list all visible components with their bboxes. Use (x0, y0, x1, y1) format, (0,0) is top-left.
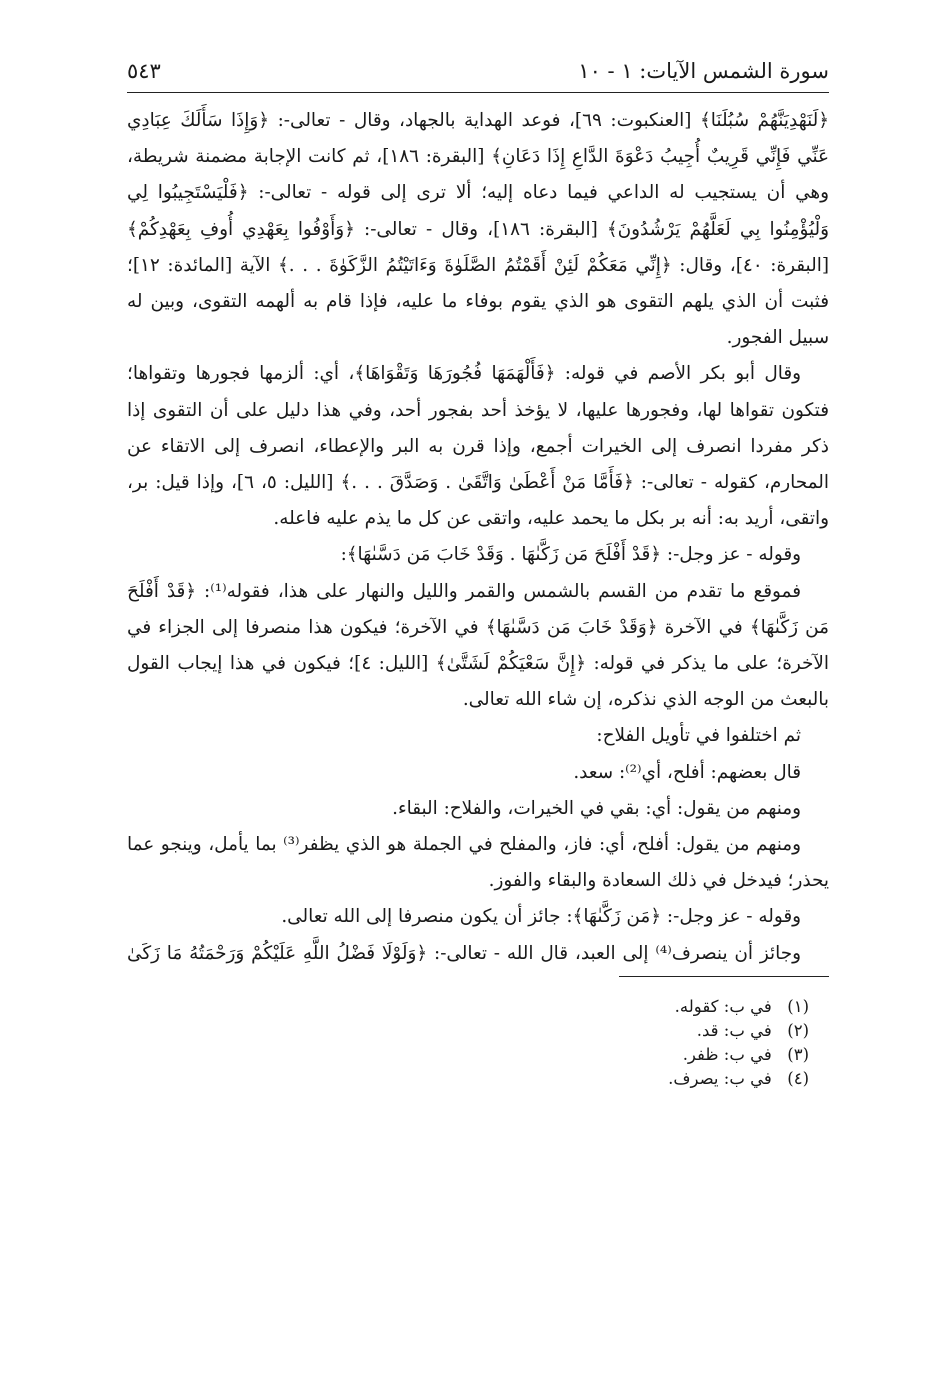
paragraph: فموقع ما تقدم من القسم بالشمس والقمر والليل والنهار على هذا، فقوله⁽¹⁾: ﴿قَدْ أَفْلَحَ مَن زَكَّىٰهَا﴾ في الآخرة ﴿وَقَدْ خَابَ مَن دَسَّىٰهَا﴾ في الآخرة؛ فيكون هذا منصرفا إلى الجزاء في الآخرة؛ على ما يذكر في قوله: ﴿إِنَّ سَعْيَكُمْ لَشَتَّىٰ﴾ [الليل: ٤]؛ فيكون في هذا إيجاب القول بالبعث من الوجه الذي نذكره، إن شاء الله تعالى. (127, 580, 829, 711)
footnote-number: (٢) (787, 1020, 809, 1040)
paragraph: وقال أبو بكر الأصم في قوله: ﴿فَأَلْهَمَهَا فُجُورَهَا وَتَقْوَاهَا﴾، أي: ألزمها فجورها وتقواها؛ فتكون تقواها لها، وفجورها عليها، لا يؤخذ أحد بفجور أحد، وفي هذا دليل على أن التقوى إذا ذكر مفردا انصرف إلى الخيرات أجمع، وإذا قرن به البر والإعطاء، انصرف إلى الاتقاء عن المحارم، كقوله - تعالى-: ﴿فَأَمَّا مَنْ أَعْطَىٰ وَاتَّقَىٰ . وَصَدَّقَ . . .﴾ [الليل: ٥، ٦]، وإذا قيل: بر، واتقى، أريد به: أنه بر بكل ما يحمد عليه، واتقى عن كل ما يذم عليه فاعله. (127, 363, 829, 530)
paragraph: قال بعضهم: أفلح، أي⁽²⁾: سعد. (573, 761, 801, 783)
footnote-number: (٣) (787, 1044, 809, 1064)
footnote-text: في ب: ظفر. (682, 1044, 772, 1064)
running-header (127, 52, 829, 90)
paragraph: وقوله - عز وجل-: ﴿قَدْ أَفْلَحَ مَن زَكَّىٰهَا . وَقَدْ خَابَ مَن دَسَّىٰهَا﴾: (340, 544, 801, 566)
footnote-text: في ب: يصرف. (668, 1068, 772, 1088)
paragraph: ومنهم من يقول: أي: بقي في الخيرات، والفلاح: البقاء. (392, 797, 801, 819)
footnote (127, 1043, 809, 1067)
footnote (127, 1019, 809, 1043)
paragraph: ﴿لَنَهْدِيَنَّهُمْ سُبُلَنَا﴾ [العنكبوت: ٦٩]، فوعد الهداية بالجهاد، وقال - تعالى-: ﴿وَإِذَا سَأَلَكَ عِبَادِي عَنِّي فَإِنِّي قَرِيبٌ أُجِيبُ دَعْوَةَ الدَّاعِ إِذَا دَعَانِ﴾ [البقرة: ١٨٦]، ثم كانت الإجابة مضمنة شريطة، وهي أن يستجيب له الداعي فيما دعاه إليه؛ ألا ترى إلى قوله - تعالى-: ﴿فَلْيَسْتَجِيبُوا لِي وَلْيُؤْمِنُوا بِي لَعَلَّهُمْ يَرْشُدُونَ﴾ [البقرة: ١٨٦]، وقال - تعالى-: ﴿وَأَوْفُوا بِعَهْدِي أُوفِ بِعَهْدِكُمْ﴾ [البقرة: ٤٠]، وقال: ﴿إِنِّي مَعَكُمْ لَئِنْ أَقَمْتُمُ الصَّلَوٰةَ وَءَاتَيْتُمُ الزَّكَوٰةَ . . .﴾ الآية [المائدة: ١٢]؛ فثبت أن الذي يلهم التقوى هو الذي يقوم بوفاء ما عليه، فإذا قام به ألهمه التقوى، وبين له سبيل الفجور. (127, 110, 830, 349)
paragraph: ومنهم من يقول: أفلح، أي: فاز، والمفلح في الجملة هو الذي يظفر⁽³⁾ بما يأمل، وينجو عما يحذر؛ فيدخل في ذلك السعادة والبقاء والفوز. (127, 834, 829, 892)
header-divider (127, 92, 829, 93)
footnotes (127, 995, 829, 1091)
footnote-text: في ب: كقوله. (674, 996, 772, 1016)
footnote-divider (619, 976, 829, 977)
page-number: ٥٤٣ (127, 59, 161, 83)
footnote (127, 995, 809, 1019)
footnote (127, 1067, 809, 1091)
running-title: سورة الشمس الآيات: ١ - ١٠ (578, 59, 829, 83)
page (127, 52, 829, 1091)
footnote-number: (١) (787, 996, 809, 1016)
paragraph: وجائز أن ينصرف⁽⁴⁾ إلى العبد، قال الله - تعالى-: ﴿وَلَوْلَا فَضْلُ اللَّهِ عَلَيْكُمْ وَرَحْمَتُهُ مَا زَكَىٰ (127, 942, 801, 964)
footnote-text: في ب: قد. (696, 1020, 772, 1040)
paragraph: وقوله - عز وجل-: ﴿مَن زَكَّىٰهَا﴾: جائز أن يكون منصرفا إلى الله تعالى. (281, 906, 801, 928)
footnote-number: (٤) (787, 1068, 809, 1088)
paragraph: ثم اختلفوا في تأويل الفلاح: (596, 725, 801, 747)
main-text (127, 103, 829, 972)
